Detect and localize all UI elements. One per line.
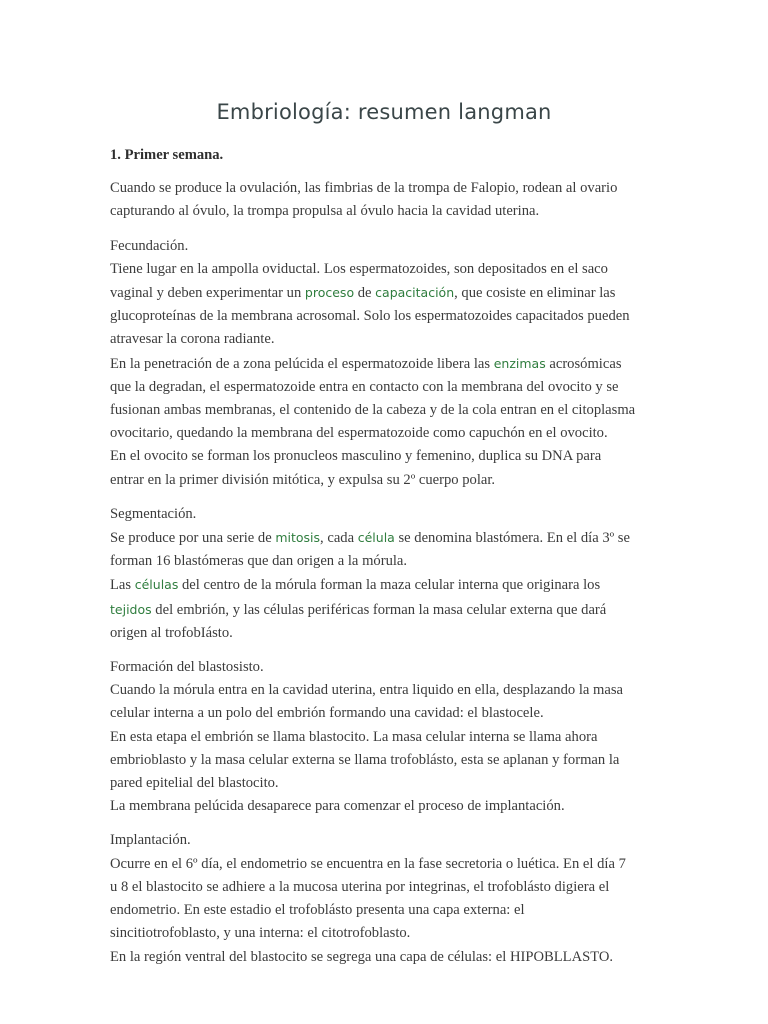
text-line xyxy=(110,598,670,622)
text-line xyxy=(110,922,670,945)
text-segment: Se produce por una serie de xyxy=(110,530,276,547)
paragraph-list xyxy=(110,177,670,969)
text-segment: ovocitario, quedando la membrana del espermatozoide como capuchón en el ovocito. xyxy=(110,425,608,442)
section-heading: 1. Primer semana. xyxy=(110,147,224,163)
text-line xyxy=(110,772,670,795)
text-line xyxy=(110,550,670,573)
text-line xyxy=(110,526,670,550)
text-segment: Implantación. xyxy=(110,832,191,849)
text-segment: Fecundación. xyxy=(110,237,189,254)
text-segment: Tiene lugar en la ampolla oviductal. Los espermatozoides, son depositados en el saco xyxy=(110,260,608,277)
text-line xyxy=(110,622,670,645)
text-segment: origen al trofobIásto. xyxy=(110,624,233,641)
text-line xyxy=(110,503,670,526)
text-segment: capturando al óvulo, la trompa propulsa al óvulo hacia la cavidad uterina. xyxy=(110,203,540,220)
text-line xyxy=(110,656,670,679)
page-title: Embriología: resumen langman xyxy=(216,100,552,124)
text-segment: Las xyxy=(110,577,135,594)
text-line xyxy=(110,876,670,899)
text-segment: fusionan ambas membranas, el contenido de la cabeza y de la cola entran en el citoplasma xyxy=(110,402,636,419)
text-segment: Formación del blastosisto. xyxy=(110,659,264,676)
text-segment: embrioblasto y la masa celular externa se llama trofoblásto, esta se aplanan y forman la xyxy=(110,751,620,768)
text-line xyxy=(110,702,670,725)
text-line xyxy=(110,899,670,922)
text-segment: , que cosiste en eliminar las xyxy=(454,285,616,302)
keyword-link[interactable]: células xyxy=(134,577,179,593)
text-line xyxy=(110,177,670,200)
text-segment: Cuando la mórula entra en la cavidad uterina, entra liquido en ella, desplazando la masa xyxy=(110,682,624,699)
keyword-link[interactable]: célula xyxy=(357,530,395,546)
text-segment: se denomina blastómera. En el día 3º se xyxy=(394,530,630,547)
text-line xyxy=(110,422,670,445)
text-line xyxy=(110,352,670,376)
text-segment: Cuando se produce la ovulación, las fimbrias de la trompa de Falopio, rodean al ovario xyxy=(110,180,618,197)
text-segment: de xyxy=(354,285,376,302)
document-body xyxy=(110,144,670,980)
text-line xyxy=(110,829,670,852)
text-segment: sincitiotrofoblasto, y una interna: el citotrofoblasto. xyxy=(110,925,411,942)
text-line xyxy=(110,305,670,328)
text-line xyxy=(110,749,670,772)
paragraph xyxy=(110,235,670,492)
text-segment: En esta etapa el embrión se llama blastocito. La masa celular interna se llama ahora xyxy=(110,728,598,745)
text-line xyxy=(110,445,670,468)
text-segment: pared epitelial del blastocito. xyxy=(110,775,279,792)
text-segment: atravesar la corona radiante. xyxy=(110,331,275,348)
text-line xyxy=(110,573,670,597)
keyword-link[interactable]: capacitación xyxy=(375,285,455,301)
text-line xyxy=(110,726,670,749)
text-segment: que la degradan, el espermatozoide entra en contacto con la membrana del ovocito y se xyxy=(110,378,619,395)
text-segment: del centro de la mórula forman la maza celular interna que originara los xyxy=(178,577,601,594)
text-line xyxy=(110,328,670,351)
keyword-link[interactable]: proceso xyxy=(304,285,355,301)
text-line xyxy=(110,258,670,281)
text-segment: endometrio. En este estadio el trofoblásto presenta una capa externa: el xyxy=(110,902,525,919)
paragraph xyxy=(110,656,670,818)
text-segment: La membrana pelúcida desaparece para comenzar el proceso de implantación. xyxy=(110,798,565,815)
text-line xyxy=(110,200,670,223)
text-segment: Segmentación. xyxy=(110,505,197,522)
text-segment: u 8 el blastocito se adhiere a la mucosa uterina por integrinas, el trofoblásto digiera el xyxy=(110,878,610,895)
text-segment: forman 16 blastómeras que dan origen a la mórula. xyxy=(110,553,408,570)
text-line xyxy=(110,399,670,422)
text-line xyxy=(110,853,670,876)
paragraph xyxy=(110,829,670,968)
text-line xyxy=(110,679,670,702)
text-segment: En la penetración de a zona pelúcida el espermatozoide libera las xyxy=(110,355,494,372)
text-segment: vaginal y deben experimentar un xyxy=(110,285,305,302)
keyword-link[interactable]: tejidos xyxy=(110,601,152,617)
text-segment: entrar en la primer división mitótica, y expulsa su 2º cuerpo polar. xyxy=(110,471,496,488)
text-segment: celular interna a un polo del embrión formando una cavidad: el blastocele. xyxy=(110,705,544,722)
text-segment: , cada xyxy=(320,530,358,547)
text-line xyxy=(110,946,670,969)
text-line xyxy=(110,795,670,818)
paragraph xyxy=(110,177,670,223)
keyword-link[interactable]: mitosis xyxy=(275,530,321,546)
text-line xyxy=(110,376,670,399)
text-segment: En la región ventral del blastocito se segrega una capa de células: el HIPOBLLASTO. xyxy=(110,948,614,965)
text-line xyxy=(110,235,670,258)
text-line xyxy=(110,469,670,492)
text-segment: acrosómicas xyxy=(545,355,622,372)
text-segment: Ocurre en el 6º día, el endometrio se encuentra en la fase secretoria o luética. En el día 7 xyxy=(110,855,626,872)
keyword-link[interactable]: enzimas xyxy=(493,355,546,371)
text-segment: En el ovocito se forman los pronucleos masculino y femenino, duplica su DNA para xyxy=(110,448,602,465)
paragraph xyxy=(110,503,670,645)
text-line xyxy=(110,281,670,305)
text-segment: glucoproteínas de la membrana acrosomal. Solo los espermatozoides capacitados pueden xyxy=(110,308,630,325)
text-segment: del embrión, y las células periféricas forman la masa celular externa que dará xyxy=(151,601,607,618)
